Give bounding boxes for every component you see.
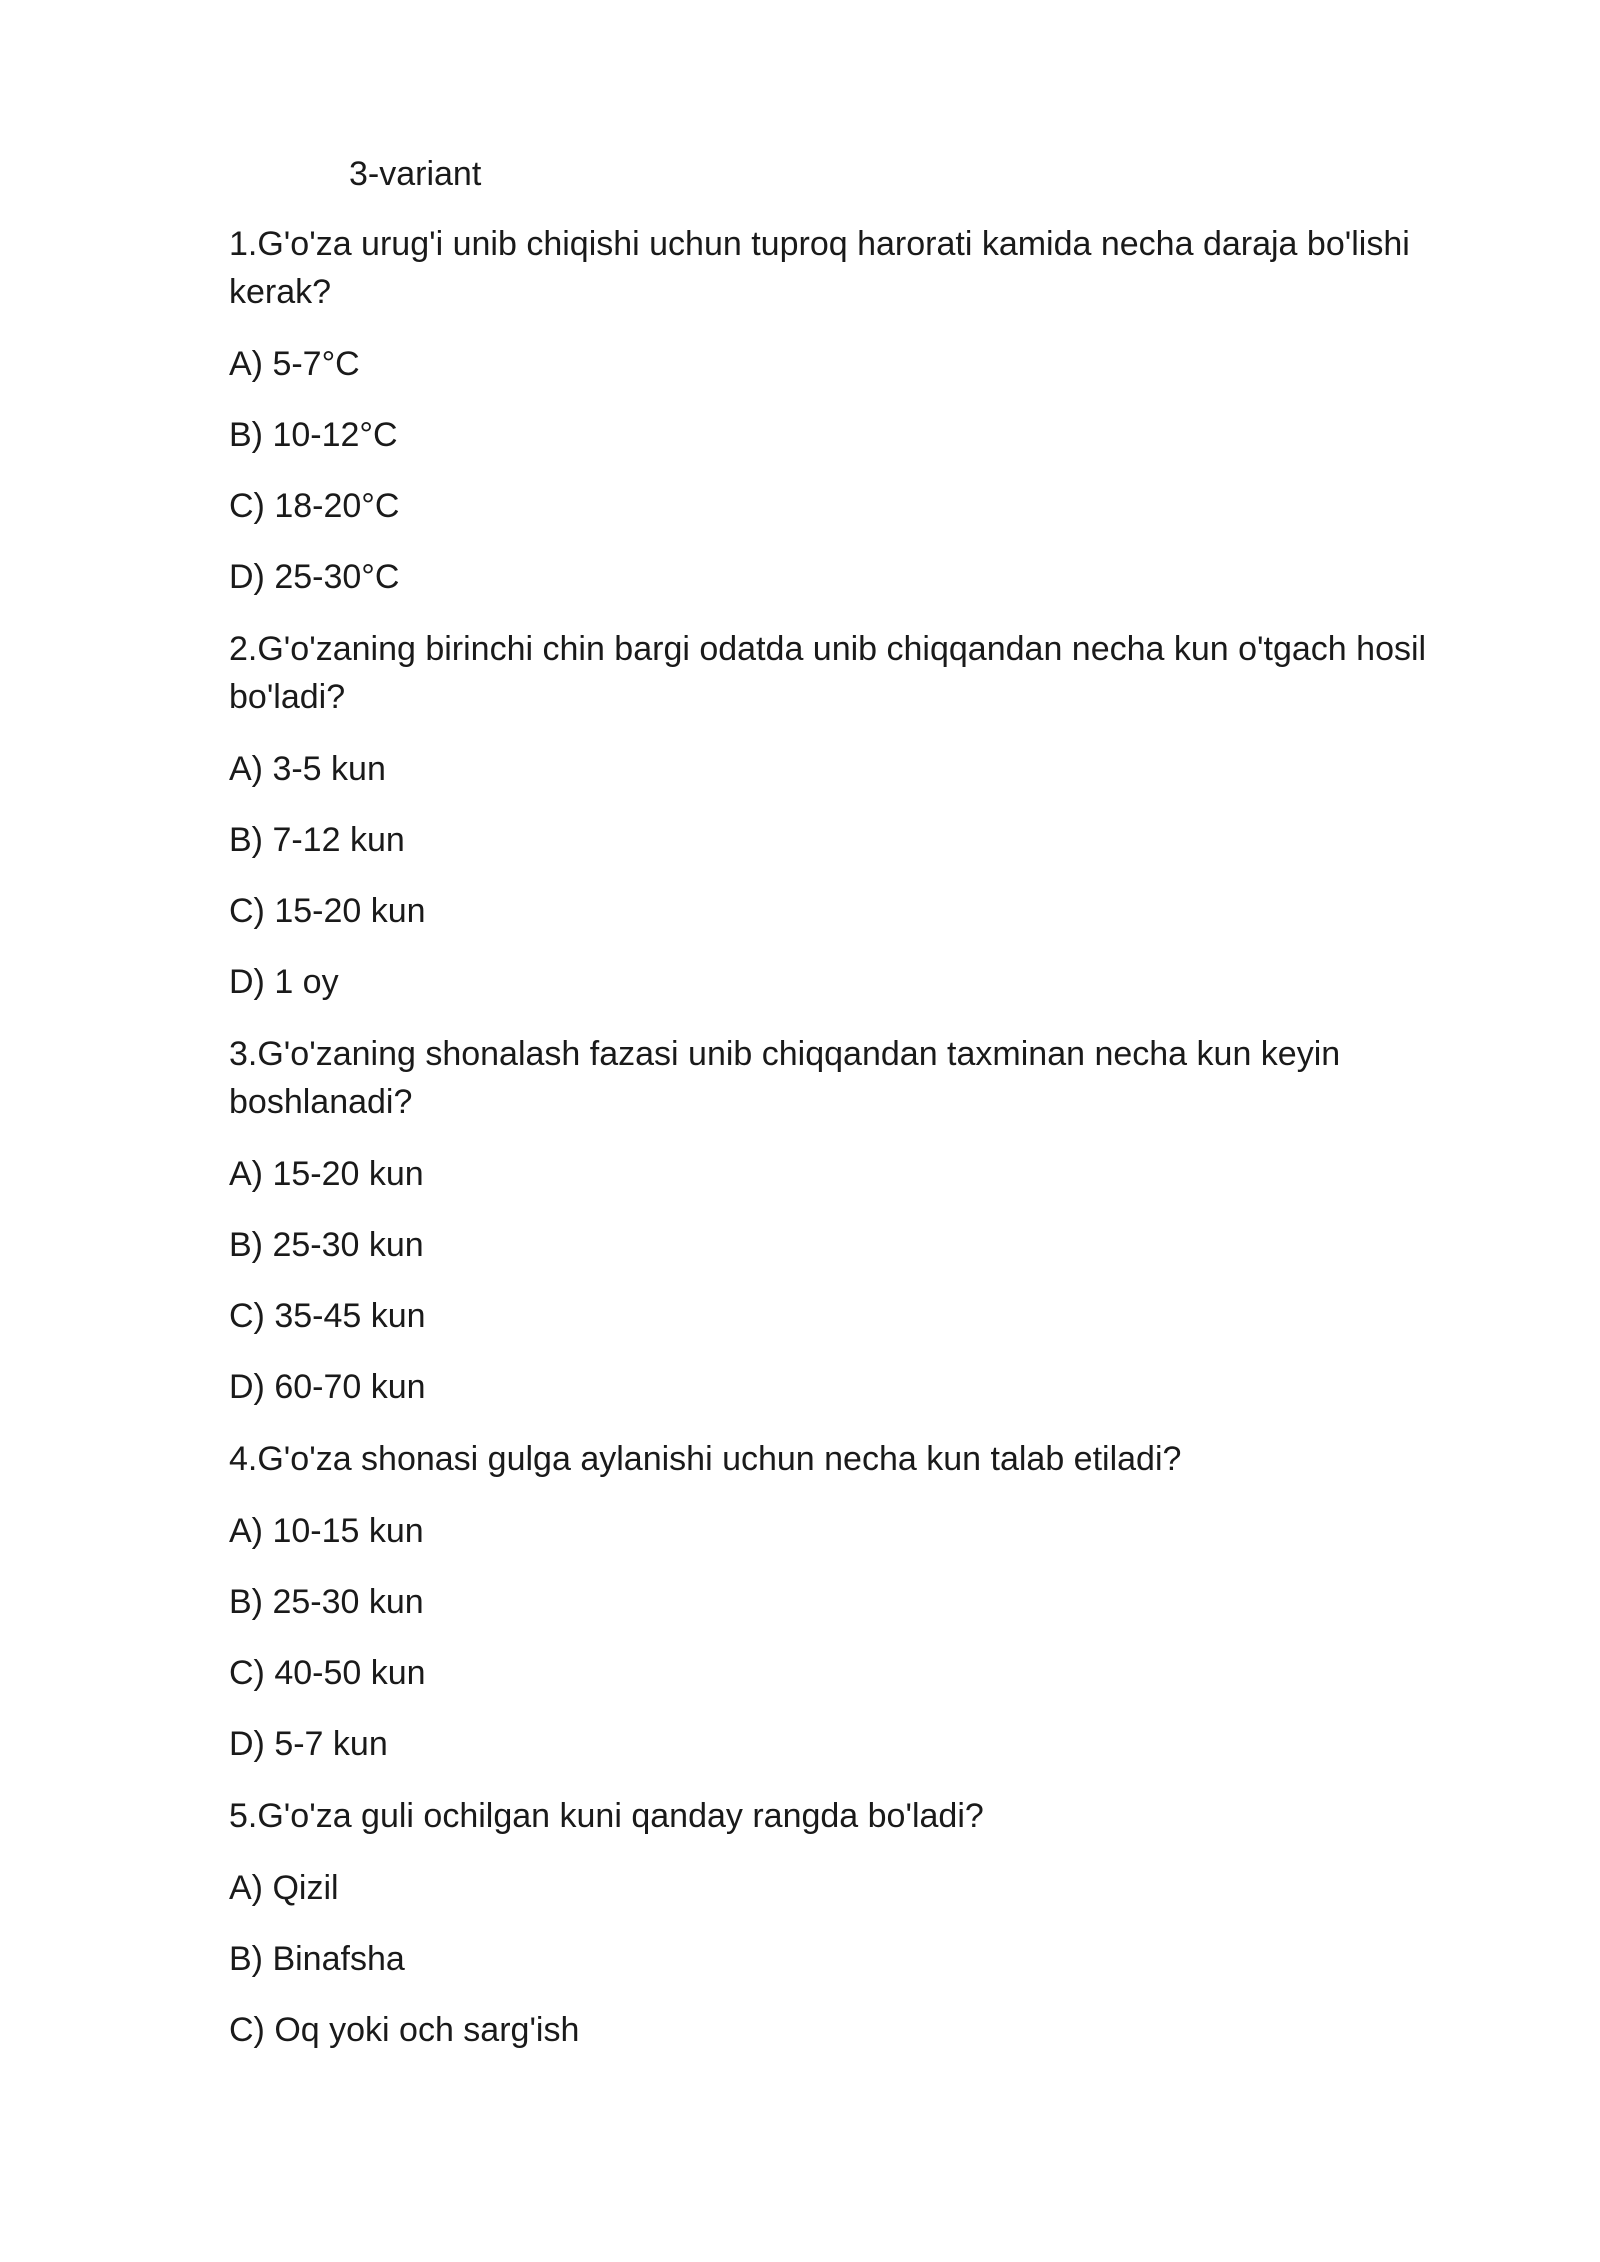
answer-option-a: A) 5-7°C	[229, 345, 360, 383]
question-text: 2.G'o'zaning birinchi chin bargi odatda unib chiqqandan necha kun o'tgach hosil bo'ladi?	[229, 630, 1427, 716]
answer-option-c: C) 40-50 kun	[229, 1654, 426, 1692]
answer-option-b: B) 25-30 kun	[229, 1583, 424, 1621]
answer-option-d: D) 60-70 kun	[229, 1368, 426, 1406]
answer-option-c: C) 35-45 kun	[229, 1297, 426, 1335]
question-text: 4.G'o'za shonasi gulga aylanishi uchun necha kun talab etiladi?	[229, 1440, 1182, 1478]
answer-option-b: B) 25-30 kun	[229, 1226, 424, 1264]
question-3	[229, 1030, 1469, 1411]
answer-option-d: D) 25-30°C	[229, 558, 400, 596]
question-1	[229, 220, 1469, 601]
question-5	[229, 1792, 1469, 2054]
answer-option-d: D) 1 oy	[229, 963, 339, 1001]
question-4	[229, 1435, 1469, 1768]
answer-option-a: A) 3-5 kun	[229, 750, 386, 788]
answer-option-b: B) Binafsha	[229, 1940, 405, 1978]
answer-option-c: C) 15-20 kun	[229, 892, 426, 930]
question-2	[229, 625, 1469, 1006]
question-text: 5.G'o'za guli ochilgan kuni qanday rangda bo'ladi?	[229, 1797, 984, 1835]
answer-option-d: D) 5-7 kun	[229, 1725, 388, 1763]
document-content	[229, 150, 1469, 2078]
question-text: 1.G'o'za urug'i unib chiqishi uchun tuproq harorati kamida necha daraja bo'lishi kerak?	[229, 225, 1410, 311]
variant-title: 3-variant	[349, 155, 482, 193]
answer-option-b: B) 7-12 kun	[229, 821, 405, 859]
answer-option-a: A) 15-20 kun	[229, 1155, 424, 1193]
answer-option-b: B) 10-12°C	[229, 416, 398, 454]
answer-option-c: C) 18-20°C	[229, 487, 400, 525]
question-text: 3.G'o'zaning shonalash fazasi unib chiqqandan taxminan necha kun keyin boshlanadi?	[229, 1035, 1341, 1121]
answer-option-a: A) Qizil	[229, 1869, 339, 1907]
answer-option-a: A) 10-15 kun	[229, 1512, 424, 1550]
answer-option-c: C) Oq yoki och sarg'ish	[229, 2011, 580, 2049]
